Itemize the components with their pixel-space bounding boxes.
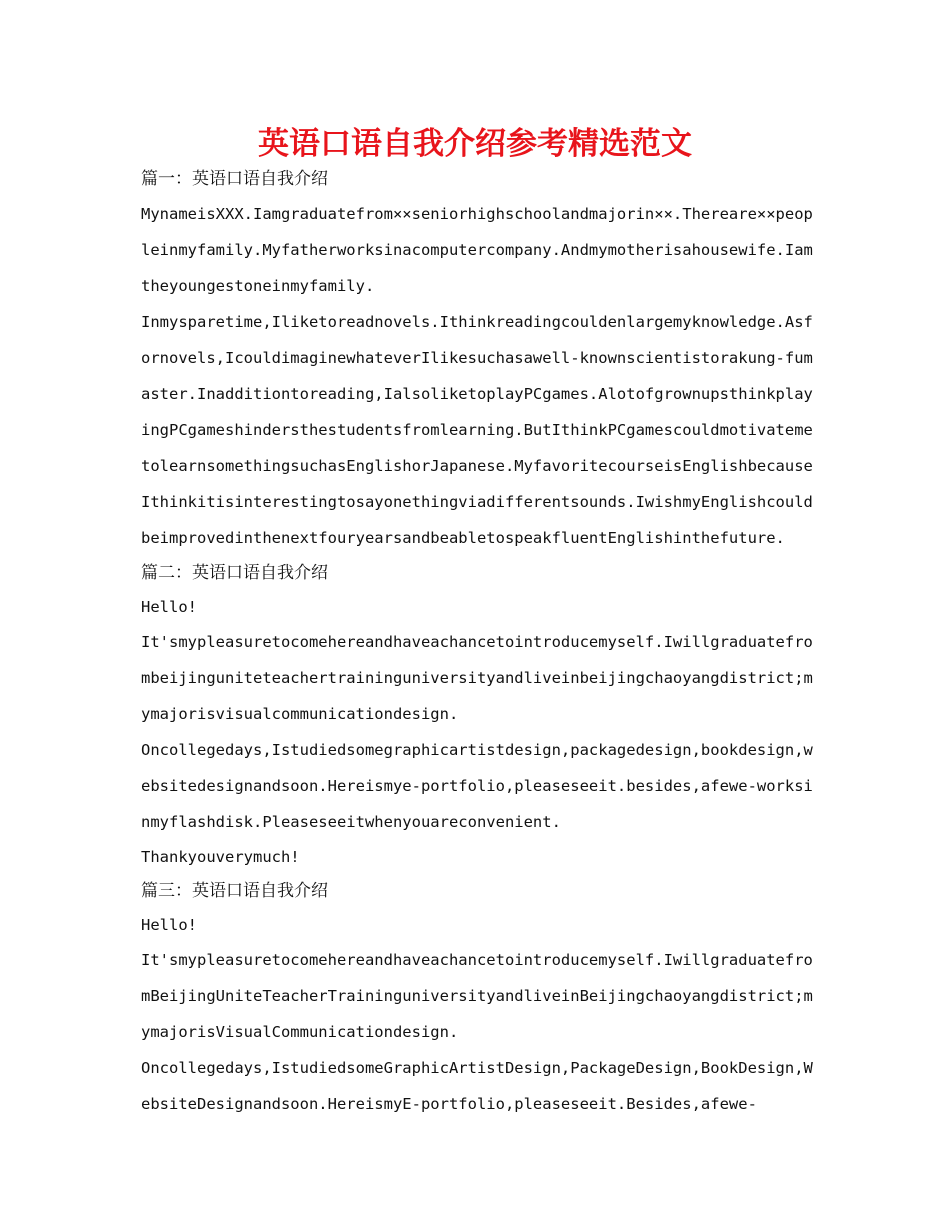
section3-greeting: Hello!	[141, 916, 197, 934]
section-heading-3: 篇三：英语口语自我介绍	[141, 881, 328, 901]
section2-greeting: Hello!	[141, 598, 197, 616]
section3-paragraph-2: Oncollegedays,IstudiedsomeGraphicArtistDesign,PackageDesign,BookDesign,WebsiteDesignandsoon.HereismyE-portfolio,pleaseseeit.Besides,afewe-	[141, 1059, 813, 1113]
section1-paragraph-2: Inmysparetime,Iliketoreadnovels.Ithinkreadingcouldenlargemyknowledge.Asfornovels,IcouldimaginewhateverIlikesuchasawell-knownscientistorakung-fumaster.Inadditiontoreading,IalsoliketoplayPCgames.AlotofgrownupsthinkplayingPCgameshindersthestudentsfromlearning.ButIthinkPCgamescouldmotivatemetolearnsomethingsuchasEnglishorJapanese.MyfavoritecourseisEnglishbecauseIthinkitisinterestingtosayonethingviadifferentsounds.IwishmyEnglishcouldbeimprovedinthenextfouryearsandbeabletospeakfluentEnglishinthefuture.	[141, 313, 813, 547]
section2-paragraph-2: Oncollegedays,Istudiedsomegraphicartistdesign,packagedesign,bookdesign,websitedesignandsoon.Hereismye-portfolio,pleaseseeit.besides,afewe-worksinmyflashdisk.Pleaseseeitwhenyouareconvenient.	[141, 741, 813, 831]
document-body	[141, 162, 813, 1122]
section2-closing: Thankyouverymuch!	[141, 848, 300, 866]
section3-paragraph-1: It'smypleasuretocomehereandhaveachancetointroducemyself.IwillgraduatefromBeijingUniteTeacherTraininguniversityandliveinBeijingchaoyangdistrict;mymajorisVisualCommunicationdesign.	[141, 951, 813, 1041]
section-heading-1: 篇一：英语口语自我介绍	[141, 169, 328, 189]
section-heading-2: 篇二：英语口语自我介绍	[141, 563, 328, 583]
section1-paragraph-1: MynameisXXX.Iamgraduatefrom××seniorhighschoolandmajorin××.Thereare××peopleinmyfamily.Myfatherworksinacomputercompany.Andmymotherisahousewife.Iamtheyoungestoneinmyfamily.	[141, 205, 813, 295]
section2-paragraph-1: It'smypleasuretocomehereandhaveachancetointroducemyself.Iwillgraduatefrombeijinguniteteachertraininguniversityandliveinbeijingchaoyangdistrict;mymajorisvisualcommunicationdesign.	[141, 633, 813, 723]
document-title: 英语口语自我介绍参考精选范文	[258, 126, 692, 162]
